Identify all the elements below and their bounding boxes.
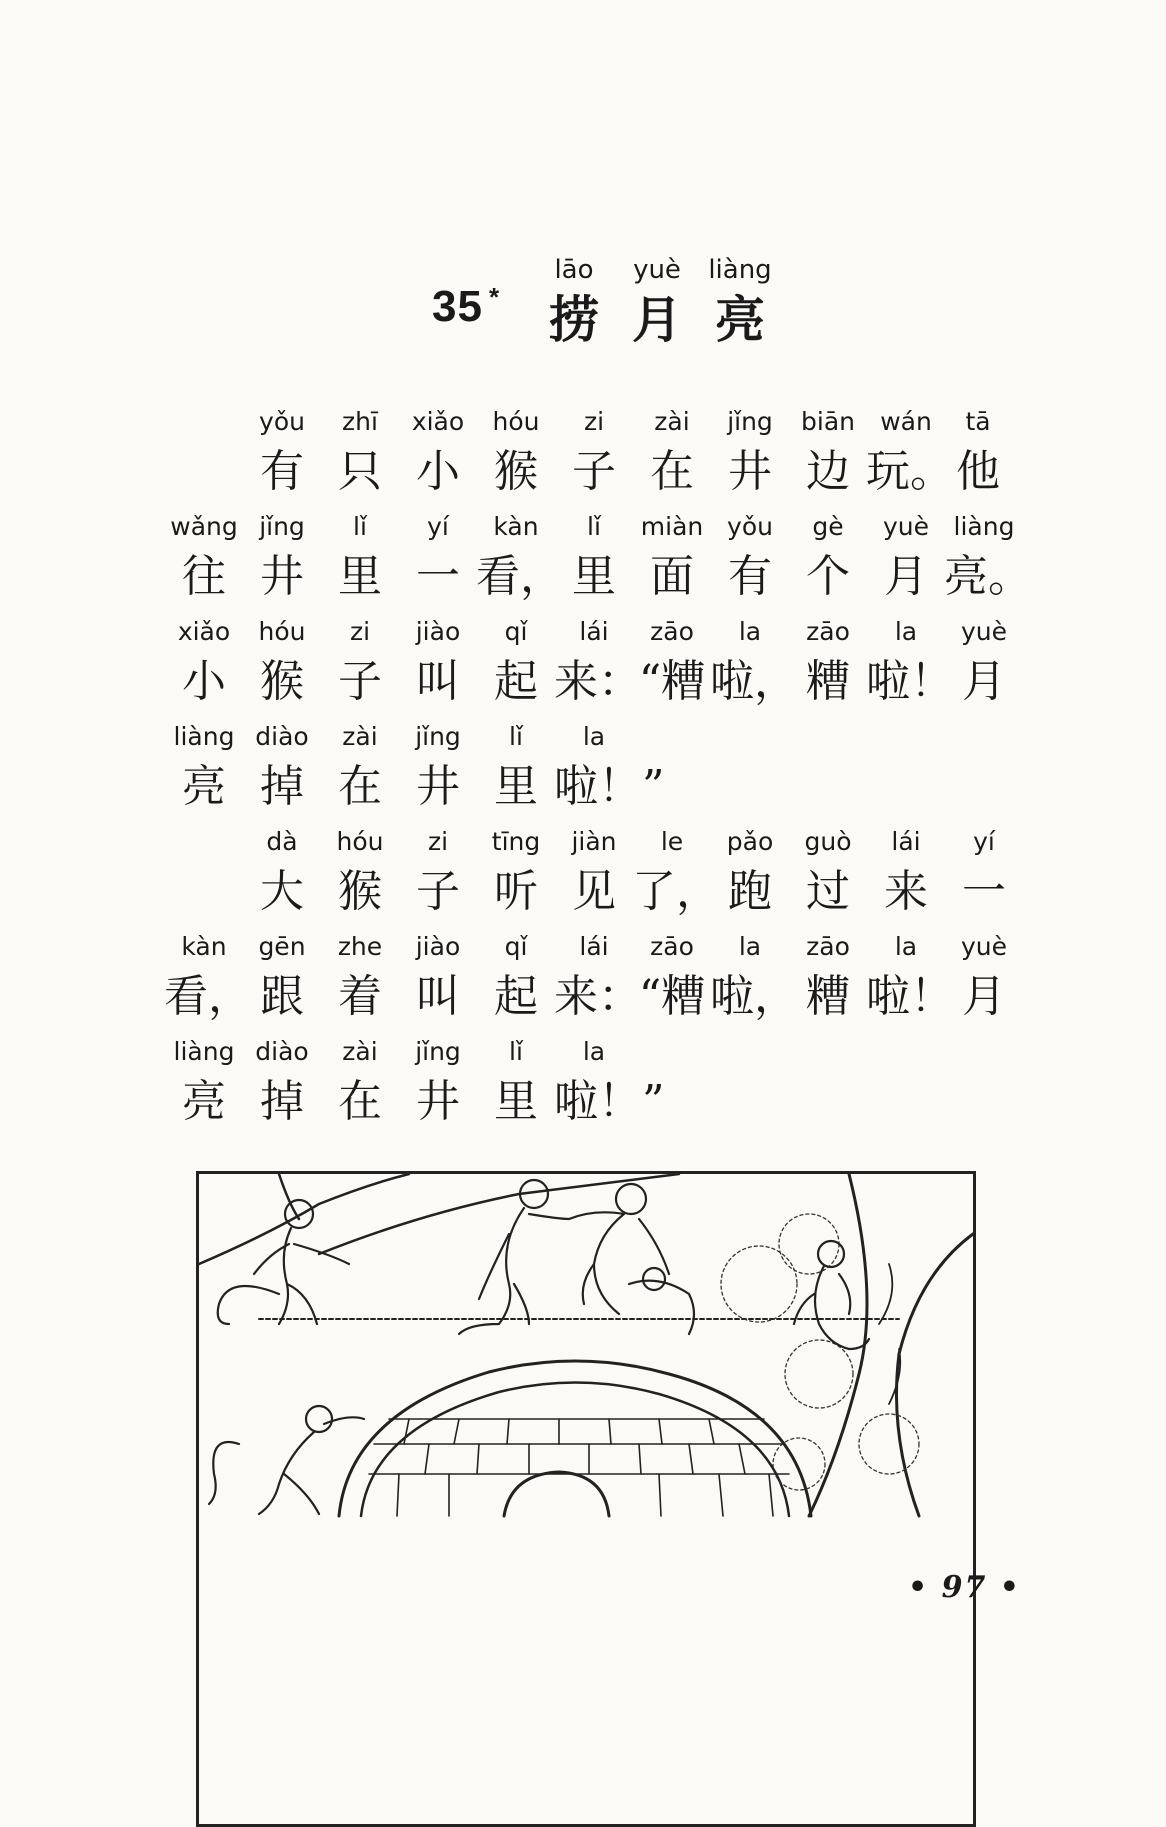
hanzi: 叫 (416, 656, 460, 707)
ruby-char (632, 612, 712, 712)
pinyin: la (582, 1037, 606, 1066)
ruby-char (476, 507, 564, 607)
pinyin: jǐng (415, 722, 461, 751)
ruby-char (632, 822, 720, 922)
ruby-char (320, 507, 400, 607)
monkey-sitting (794, 1241, 869, 1349)
pinyin: qǐ (504, 932, 528, 961)
hanzi: 有 (260, 446, 304, 497)
hanzi: 月 (962, 656, 1006, 707)
ruby-char (320, 612, 400, 712)
pinyin: zi (427, 827, 449, 856)
pinyin: yuè (960, 932, 1008, 961)
pinyin: xiǎo (411, 407, 465, 436)
hanzi: 月 (962, 971, 1006, 1022)
hanzi: 起 (494, 656, 538, 707)
ruby-char (554, 507, 634, 607)
pinyin: yuè (960, 617, 1008, 646)
hanzi: 猴 (338, 866, 382, 917)
hanzi: 子 (416, 866, 460, 917)
hanzi: 个 (806, 551, 850, 602)
hanzi: 大 (260, 866, 304, 917)
pinyin: jǐng (727, 407, 773, 436)
pinyin: hóu (336, 827, 384, 856)
pinyin: lǐ (353, 512, 367, 541)
pinyin: zài (654, 407, 690, 436)
pinyin: la (738, 932, 762, 961)
ruby-char (632, 402, 712, 502)
ruby-char (320, 402, 400, 502)
page-number: • 97 • (908, 1570, 1021, 1605)
ruby-char (554, 822, 634, 922)
hanzi: 啦！ (866, 971, 954, 1022)
bricks (397, 1419, 773, 1516)
pinyin: qǐ (504, 617, 528, 646)
pinyin: tā (965, 407, 991, 436)
hanzi: 叫 (416, 971, 460, 1022)
ruby-char (242, 507, 322, 607)
hanzi: 在 (338, 1076, 382, 1127)
ruby-char (710, 822, 790, 922)
lesson-marker: * (489, 282, 500, 312)
well-rim (339, 1361, 811, 1516)
ruby-char (866, 927, 954, 1027)
ruby-char (398, 612, 478, 712)
hanzi: 猴 (260, 656, 304, 707)
pinyin: zāo (806, 617, 850, 646)
monkeys-well-illustration (196, 1171, 976, 1827)
hanzi: 小 (416, 446, 460, 497)
pinyin: xiǎo (177, 617, 231, 646)
foliage (721, 1214, 919, 1490)
pinyin: zāo (650, 617, 694, 646)
ruby-char (866, 822, 946, 922)
pinyin: kàn (493, 512, 539, 541)
pinyin: diào (255, 1037, 309, 1066)
pinyin: zài (342, 1037, 378, 1066)
pinyin: jǐng (415, 1037, 461, 1066)
ruby-char (476, 717, 556, 817)
hanzi: 有 (728, 551, 772, 602)
hanzi: 他 (956, 446, 1000, 497)
hanzi: 在 (338, 761, 382, 812)
ruby-char (554, 717, 665, 817)
hanzi: 糟 (806, 971, 850, 1022)
pinyin: guò (804, 827, 852, 856)
ruby-char (476, 402, 556, 502)
ruby-char (398, 507, 478, 607)
ruby-char (398, 717, 478, 817)
ruby-char (164, 612, 244, 712)
hanzi: 见 (572, 866, 616, 917)
hanzi: 月 (632, 290, 682, 349)
pinyin: yuè (882, 512, 930, 541)
hanzi: 面 (650, 551, 694, 602)
ruby-char (164, 927, 252, 1027)
pinyin: gè (812, 512, 844, 541)
ruby-char (242, 402, 322, 502)
pinyin: wán (880, 407, 932, 436)
pinyin: biān (801, 407, 855, 436)
hanzi: 来： (554, 971, 642, 1022)
hanzi: 听 (494, 866, 538, 917)
pinyin: la (738, 617, 762, 646)
pinyin: jǐng (259, 512, 305, 541)
tree-trunk (809, 1174, 973, 1516)
ruby-char (554, 927, 642, 1027)
pinyin: le (660, 827, 684, 856)
pinyin: lāo (554, 255, 594, 285)
hanzi: 糟 (806, 656, 850, 707)
ruby-char (944, 927, 1024, 1027)
hanzi: 跑 (728, 866, 772, 917)
pinyin: jiào (415, 617, 461, 646)
pinyin: liàng (953, 512, 1015, 541)
hanzi: 小 (182, 656, 226, 707)
ruby-char (944, 507, 1032, 607)
pinyin: lǐ (587, 512, 601, 541)
ruby-char (320, 822, 400, 922)
pinyin: zāo (806, 932, 850, 961)
pinyin: lǐ (509, 1037, 523, 1066)
ruby-char (398, 822, 478, 922)
pinyin: yǒu (727, 512, 773, 541)
ruby-char (398, 927, 478, 1027)
ruby-char (788, 402, 868, 502)
ruby-char (476, 1032, 556, 1132)
hanzi: 啦！ (866, 656, 954, 707)
hanzi: 啦， (710, 971, 798, 1022)
monkey-walking (218, 1200, 349, 1324)
hanzi: 玩。 (866, 446, 954, 497)
ruby-char (398, 402, 478, 502)
hanzi: 亮 (182, 1076, 226, 1127)
pinyin: miàn (640, 512, 704, 541)
pinyin: hóu (258, 617, 306, 646)
ruby-char (242, 717, 322, 817)
hanzi: 往 (182, 551, 226, 602)
pinyin: lái (579, 932, 609, 961)
hanzi: 看， (164, 971, 252, 1022)
ruby-char (944, 822, 1024, 922)
hanzi: 里 (338, 551, 382, 602)
hanzi: 起 (494, 971, 538, 1022)
ruby-char (242, 927, 322, 1027)
pinyin: zi (583, 407, 605, 436)
ruby-char (944, 612, 1024, 712)
pinyin: yuè (633, 255, 681, 285)
pinyin: la (894, 932, 918, 961)
pinyin: lái (579, 617, 609, 646)
ruby-char (866, 612, 954, 712)
pinyin: la (582, 722, 606, 751)
ruby-char (632, 927, 712, 1027)
hanzi: 跟 (260, 971, 304, 1022)
ruby-char (866, 402, 954, 502)
bricks (369, 1419, 789, 1474)
hanzi: 了， (632, 866, 720, 917)
ruby-char (710, 612, 798, 712)
ruby-char (242, 822, 322, 922)
hanzi: 在 (650, 446, 694, 497)
ruby-char (476, 612, 556, 712)
ruby-char (164, 717, 244, 817)
hanzi: 啦， (710, 656, 798, 707)
pinyin: yí (973, 827, 995, 856)
monkey-crouching (569, 1184, 694, 1334)
hanzi: 亮。 (944, 551, 1032, 602)
pinyin: yí (427, 512, 449, 541)
ruby-char (164, 1032, 244, 1132)
tree-bark (879, 1264, 900, 1404)
hanzi: 里 (494, 761, 538, 812)
hanzi: 过 (806, 866, 850, 917)
well-rim (361, 1382, 789, 1516)
hanzi: 边 (806, 446, 850, 497)
lesson-number: 35 (432, 282, 483, 331)
hanzi: 一 (962, 866, 1006, 917)
ruby-char (788, 507, 868, 607)
hanzi: 来： (554, 656, 642, 707)
hill-line (199, 1174, 409, 1264)
pinyin: pǎo (726, 827, 774, 856)
hanzi: 来 (884, 866, 928, 917)
ruby-char (710, 402, 790, 502)
ruby-char (788, 612, 868, 712)
hanzi: 井 (416, 1076, 460, 1127)
ruby-char (632, 507, 712, 607)
ruby-char (554, 1032, 665, 1132)
hanzi: 亮 (715, 290, 765, 349)
pinyin: la (894, 617, 918, 646)
hanzi: “糟 (638, 971, 706, 1022)
pinyin: liàng (708, 255, 772, 285)
title-char (700, 250, 780, 350)
pinyin: zhe (337, 932, 383, 961)
ruby-char (788, 822, 868, 922)
pinyin: diào (255, 722, 309, 751)
hanzi: 里 (494, 1076, 538, 1127)
pinyin: gēn (258, 932, 306, 961)
hanzi: 亮 (182, 761, 226, 812)
hanzi: 井 (260, 551, 304, 602)
ruby-char (710, 507, 790, 607)
ruby-char (554, 402, 634, 502)
title-char (534, 250, 614, 350)
hill-line (279, 1174, 299, 1219)
pinyin: jiàn (571, 827, 617, 856)
pinyin: liàng (173, 1037, 235, 1066)
ruby-char (788, 927, 868, 1027)
hanzi: 啦！” (554, 1076, 665, 1127)
pinyin: dà (266, 827, 298, 856)
hanzi: 里 (572, 551, 616, 602)
hanzi: 子 (572, 446, 616, 497)
hanzi: 只 (338, 446, 382, 497)
hanzi: 子 (338, 656, 382, 707)
pinyin: wǎng (170, 512, 238, 541)
pinyin: lǐ (509, 722, 523, 751)
pinyin: zi (349, 617, 371, 646)
ruby-char (866, 507, 946, 607)
well-arch (504, 1472, 609, 1516)
pinyin: tīng (491, 827, 541, 856)
ruby-char (710, 927, 798, 1027)
pinyin: kàn (181, 932, 227, 961)
ruby-char (554, 612, 642, 712)
hanzi: 掉 (260, 761, 304, 812)
pinyin: hóu (492, 407, 540, 436)
ruby-char (320, 717, 400, 817)
hanzi: 着 (338, 971, 382, 1022)
pinyin: jiào (415, 932, 461, 961)
ruby-char (320, 927, 400, 1027)
hanzi: 掉 (260, 1076, 304, 1127)
ruby-char (476, 927, 556, 1027)
hanzi: 月 (884, 551, 928, 602)
pinyin: zài (342, 722, 378, 751)
title-char (617, 250, 697, 350)
pinyin: lái (891, 827, 921, 856)
pinyin: yǒu (259, 407, 305, 436)
ruby-char (320, 1032, 400, 1132)
hanzi: 捞 (549, 290, 599, 349)
ruby-char (398, 1032, 478, 1132)
pinyin: zhī (342, 407, 378, 436)
hanzi: 井 (728, 446, 772, 497)
ruby-char (476, 822, 556, 922)
hanzi: “糟 (638, 656, 706, 707)
ruby-char (164, 507, 244, 607)
ruby-char (938, 402, 1018, 502)
hanzi: 井 (416, 761, 460, 812)
ruby-char (242, 612, 322, 712)
hanzi: 啦！” (554, 761, 665, 812)
pinyin: liàng (173, 722, 235, 751)
hanzi: 一 (416, 551, 460, 602)
pinyin: zāo (650, 932, 694, 961)
hanzi: 猴 (494, 446, 538, 497)
hanzi: 看， (476, 551, 564, 602)
ruby-char (242, 1032, 322, 1132)
